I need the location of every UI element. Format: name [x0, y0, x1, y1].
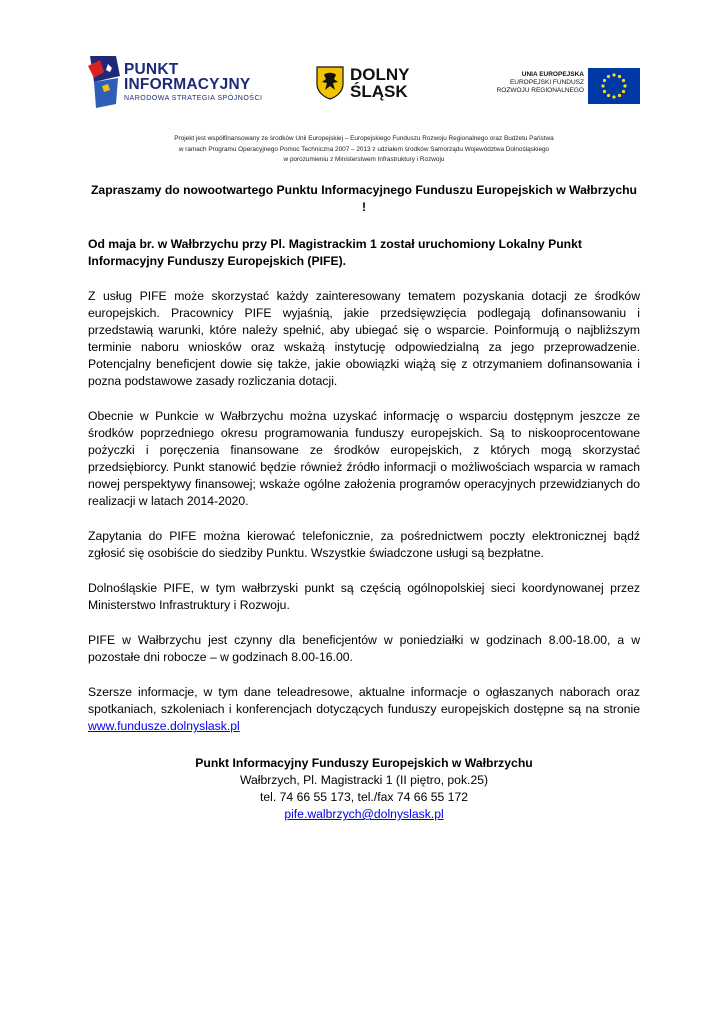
contact-footer — [88, 755, 640, 823]
lead-paragraph: Od maja br. w Wałbrzychu przy Pl. Magistrackim 1 został uruchomiony Lokalny Punkt Informacyjny Funduszy Europejskich (PIFE). — [88, 237, 582, 268]
funding-note-line2: w ramach Programu Operacyjnego Pomoc Techniczna 2007 – 2013 z udziałem środków Samorządu Województwa Dolnośląskiego — [178, 145, 550, 153]
eu-wordmark — [484, 70, 584, 95]
dolny-slask-line1: DOLNY — [350, 65, 410, 84]
paragraph-current-support: Obecnie w Punkcie w Wałbrzychu można uzyskać informację o wsparciu dostępnym jeszcze ze środków poprzedniego okresu programowania funduszy europejskich. Są to niskooprocentowane pożyczki i poręczenia finansowane ze środków europejskich, z których mogą skorzystać przedsiębiorcy. Punkt stanowić będzie również źródło informacji o możliwościach wsparcia w ramach nowej perspektywy finansowej; wskaże ogólne założenia programów operacyjnych przewidzianych do realizacji w latach 2014-2020. — [88, 409, 640, 508]
punkt-informacyjny-logo — [88, 56, 288, 114]
paragraph-network: Dolnośląskie PIFE, w tym wałbrzyski punkt są częścią ogólnopolskiej sieci koordynowanej przez Ministerstwo Infrastruktury i Rozwoju. — [88, 581, 640, 612]
funding-note — [88, 134, 640, 166]
more-info-text: Szersze informacje, w tym dane teleadresowe, aktualne informacje o ogłaszanych naborach oraz spotkaniach, szkoleniach i konferencjach dotyczących funduszy europejskich dostępne są na stronie — [88, 685, 640, 716]
dolny-slask-wordmark — [350, 66, 410, 100]
punkt-logo-line1: PUNKT — [124, 61, 179, 78]
paragraph-contact-methods: Zapytania do PIFE można kierować telefonicznie, za pośrednictwem poczty elektronicznej bądź zgłosić się osobiście do siedziby Punktu. Wszystkie świadczone usługi są bezpłatne. — [88, 529, 640, 560]
punkt-informacyjny-wordmark — [124, 62, 262, 102]
footer-email-link[interactable]: pife.walbrzych@dolnyslask.pl — [284, 807, 444, 821]
funding-note-line3: w porozumieniu z Ministerstwem Infrastruktury i Rozwoju — [283, 156, 445, 163]
eu-logo-line2: EUROPEJSKI FUNDUSZ — [509, 79, 584, 86]
eu-efrr-logo — [484, 68, 640, 108]
punkt-logo-line3: NARODOWA STRATEGIA SPÓJNOŚCI — [124, 95, 263, 102]
footer-title: Punkt Informacyjny Funduszy Europejskich w Wałbrzychu — [195, 756, 533, 770]
header-logos — [88, 52, 640, 118]
punkt-informacyjny-emblem-icon — [88, 56, 122, 108]
document-body — [88, 182, 640, 823]
paragraph-more-info — [88, 684, 640, 735]
eu-logo-line1: UNIA EUROPEJSKA — [521, 71, 584, 78]
fundusze-website-link[interactable]: www.fundusze.dolnyslask.pl — [88, 719, 240, 733]
footer-phone: tel. 74 66 55 173, tel./fax 74 66 55 172 — [259, 790, 469, 804]
eu-flag-icon — [588, 68, 640, 104]
dolny-slask-line2: ŚLĄSK — [350, 82, 408, 101]
dolny-slask-logo — [316, 66, 426, 106]
paragraph-services: Z usług PIFE może skorzystać każdy zainteresowany tematem pozyskania dotacji ze środków europejskich. Pracownicy PIFE wyjaśnią, jakie przedsięwzięcia podlegają dofinansowaniu i przedstawią warunki, które należy spełnić, aby ubiegać się o wsparcie. Poinformują o najbliższym terminie naboru wniosków oraz wskażą instytucję odpowiedzialną za jego przeprowadzenie. Potencjalny beneficjent dowie się także, jakie obowiązki wiążą się z otrzymaniem dofinansowania i pozna podstawowe zasady rozliczania dotacji. — [88, 289, 640, 388]
footer-address: Wałbrzych, Pl. Magistracki 1 (II piętro, pok.25) — [239, 773, 489, 787]
paragraph-opening-hours: PIFE w Wałbrzychu jest czynny dla beneficjentów w poniedziałki w godzinach 8.00-18.00, a w pozostałe dni robocze – w godzinach 8.00-16.00. — [88, 633, 640, 664]
punkt-logo-line2: INFORMACYJNY — [124, 76, 251, 93]
dolny-slask-shield-icon — [316, 66, 344, 100]
headline: Zapraszamy do nowootwartego Punktu Informacyjnego Funduszu Europejskich w Wałbrzychu ! — [90, 183, 637, 214]
eu-logo-line3: ROZWOJU REGIONALNEGO — [496, 87, 584, 94]
funding-note-line1: Projekt jest współfinansowany ze środków Unii Europejskiej – Europejskiego Funduszu Rozwoju Regionalnego oraz Budżetu Państwa — [174, 135, 554, 142]
